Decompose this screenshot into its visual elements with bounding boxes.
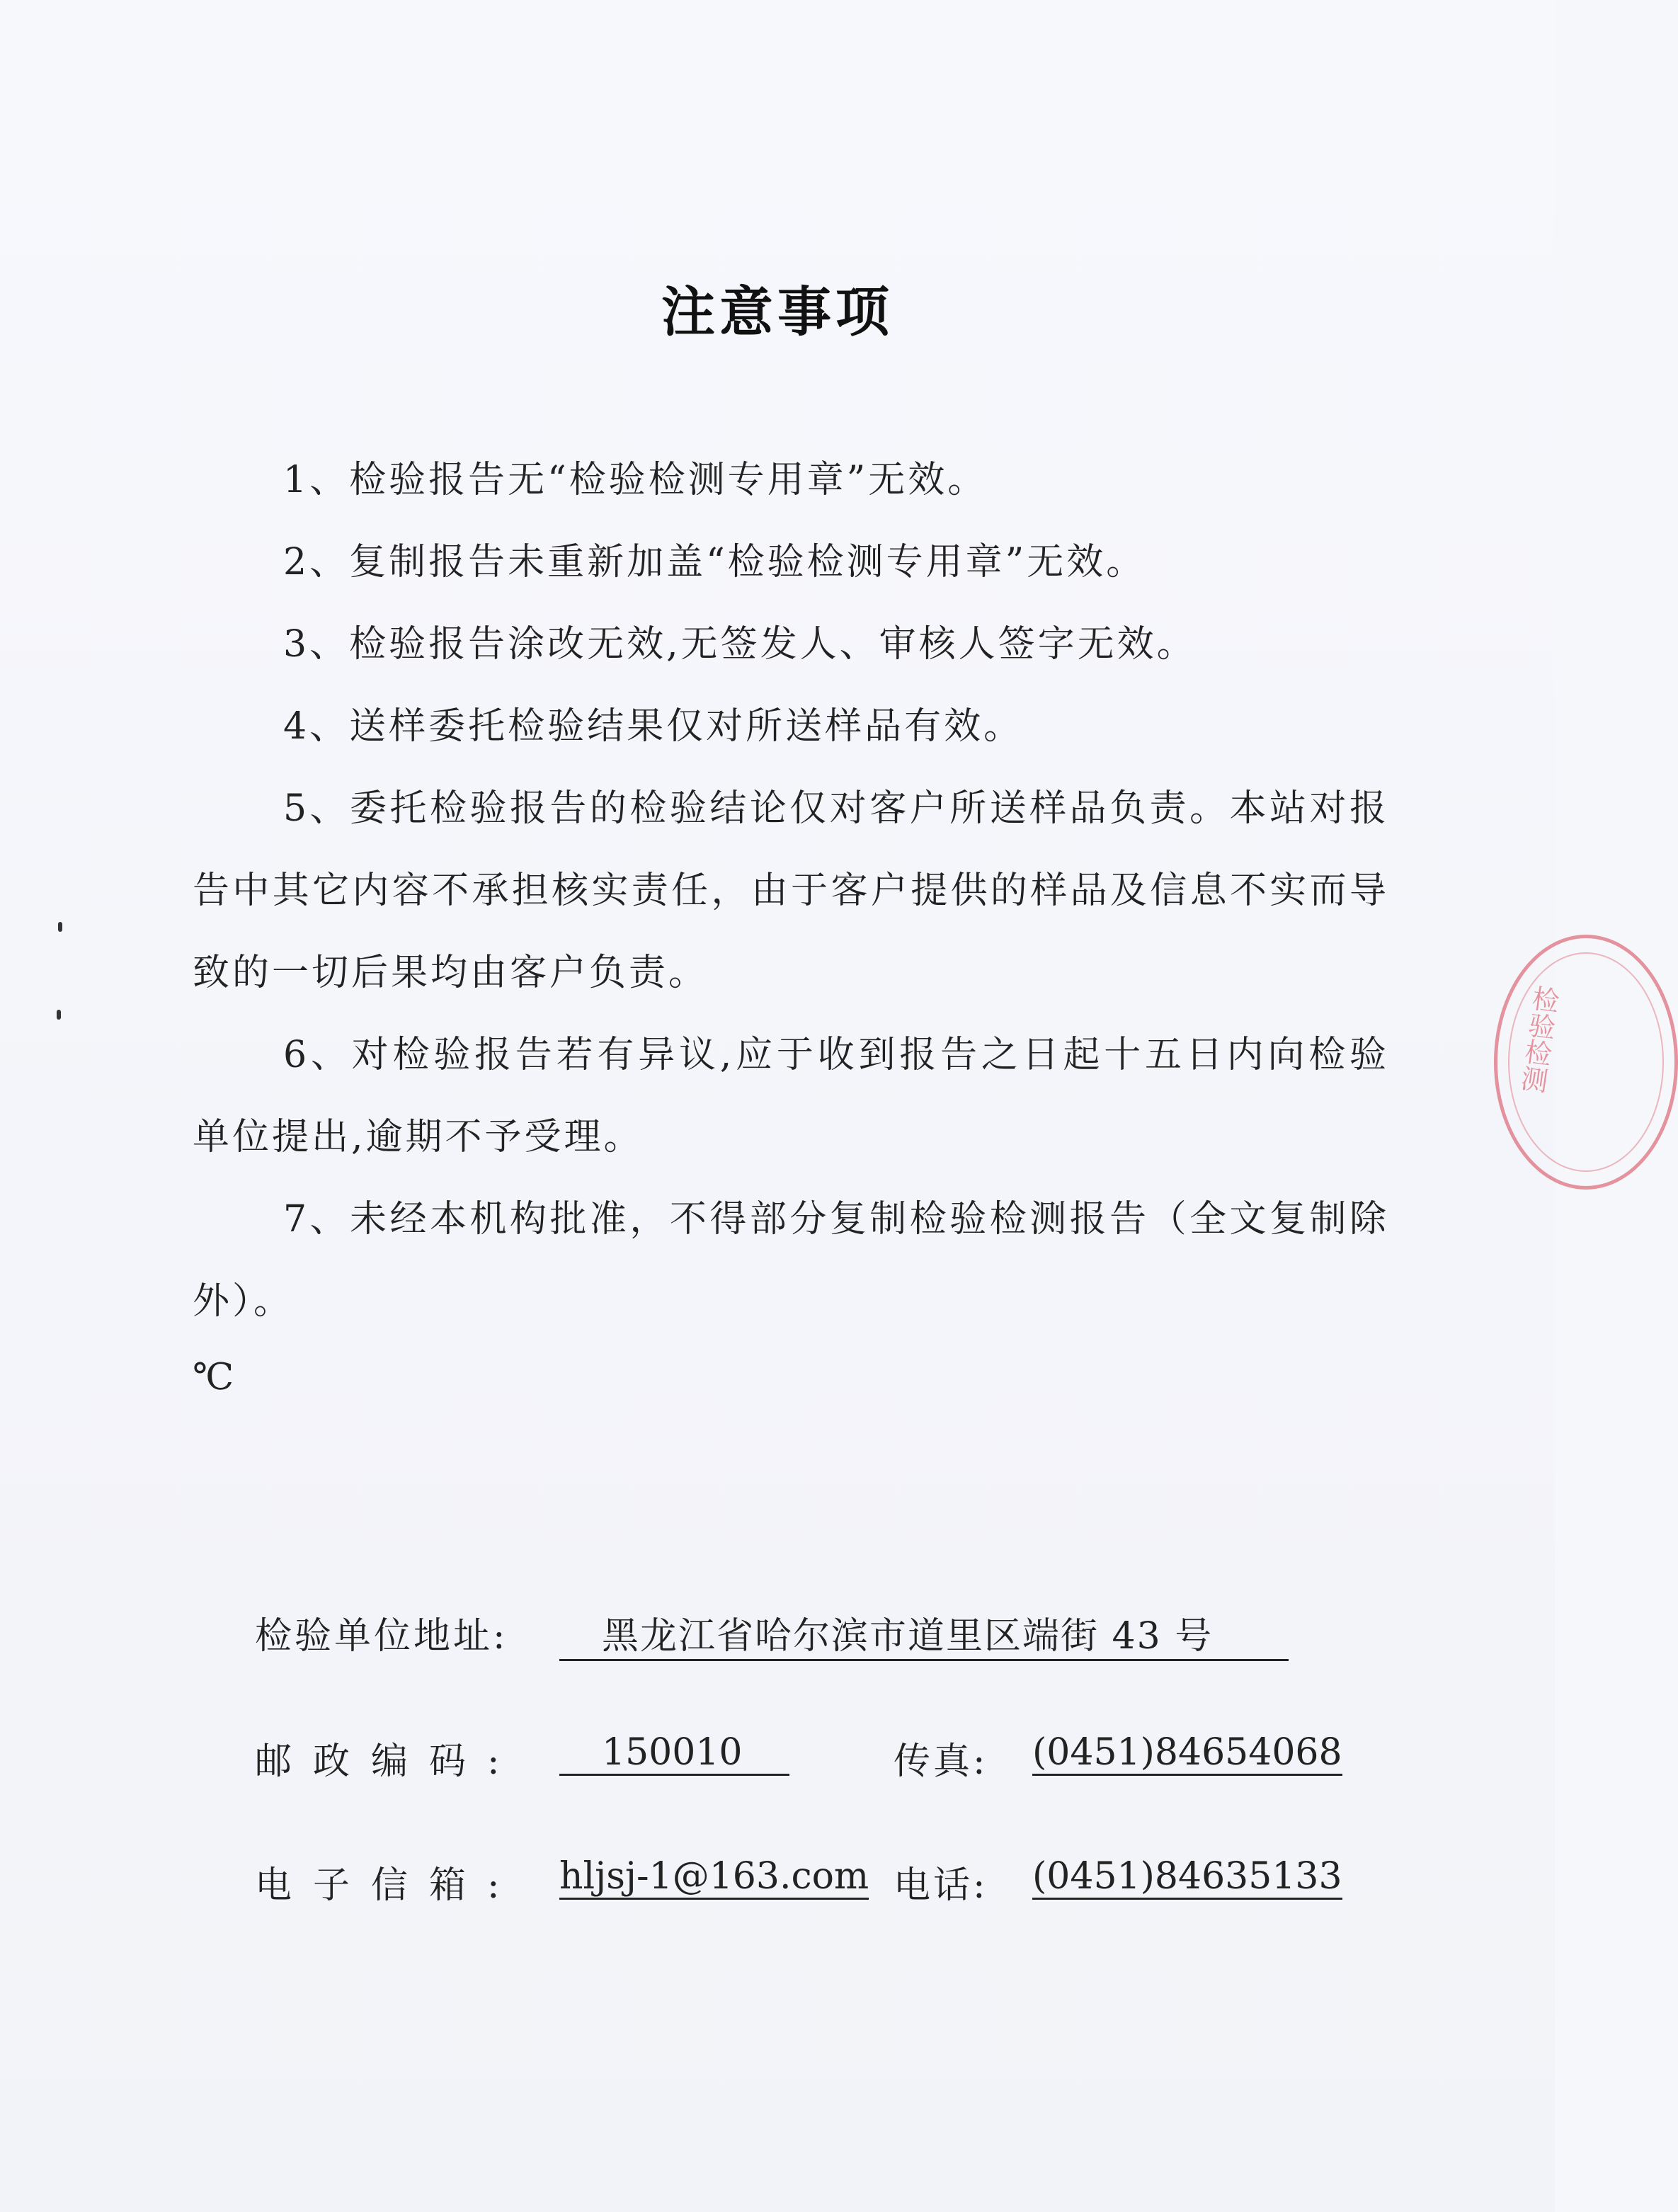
zip-label: 邮政编码: (255, 1740, 521, 1783)
fax-value: (0451)84654068 (1032, 1731, 1342, 1776)
address-value: 黑龙江省哈尔滨市道里区端街 43 号 (559, 1606, 1289, 1661)
note-item: 5、委托检验报告的检验结论仅对客户所送样品负责。本站对报告中其它内容不承担核实责任，由于客户提供的样品及信息不实而导致的一切后果均由客户负责。 (193, 787, 1389, 994)
email-label: 电子信箱: (255, 1864, 521, 1907)
address-label: 检验单位地址: (255, 1615, 508, 1658)
fax-label: 传真: (894, 1740, 988, 1783)
note-item: 1、检验报告无“检验检测专用章”无效。 (283, 459, 988, 501)
note-item: 7、未经本机构批准，不得部分复制检验检测报告（全文复制除外）。 (193, 1198, 1389, 1323)
note-item: 2、复制报告未重新加盖“检验检测专用章”无效。 (283, 541, 1146, 583)
zip-value: 150010 (559, 1731, 789, 1776)
tel-label: 电话: (894, 1864, 988, 1907)
degree-symbol: ℃ (193, 1356, 234, 1398)
seal-stamp-text: 检验检测 (1514, 983, 1561, 1095)
binding-hole-mark (57, 1010, 61, 1020)
note-item: 4、送样委托检验结果仅对所送样品有效。 (283, 705, 1024, 748)
tel-value: (0451)84635133 (1032, 1855, 1342, 1900)
email-value: hljsj-1@163.com (559, 1855, 869, 1900)
page-title: 注意事项 (661, 280, 894, 343)
note-item: 3、检验报告涂改无效,无签发人、审核人签字无效。 (283, 623, 1197, 666)
notes-list (193, 439, 1389, 1342)
note-item: 6、对检验报告若有异议,应于收到报告之日起十五日内向检验单位提出,逾期不予受理。 (193, 1034, 1389, 1158)
binding-hole-mark (58, 922, 62, 932)
